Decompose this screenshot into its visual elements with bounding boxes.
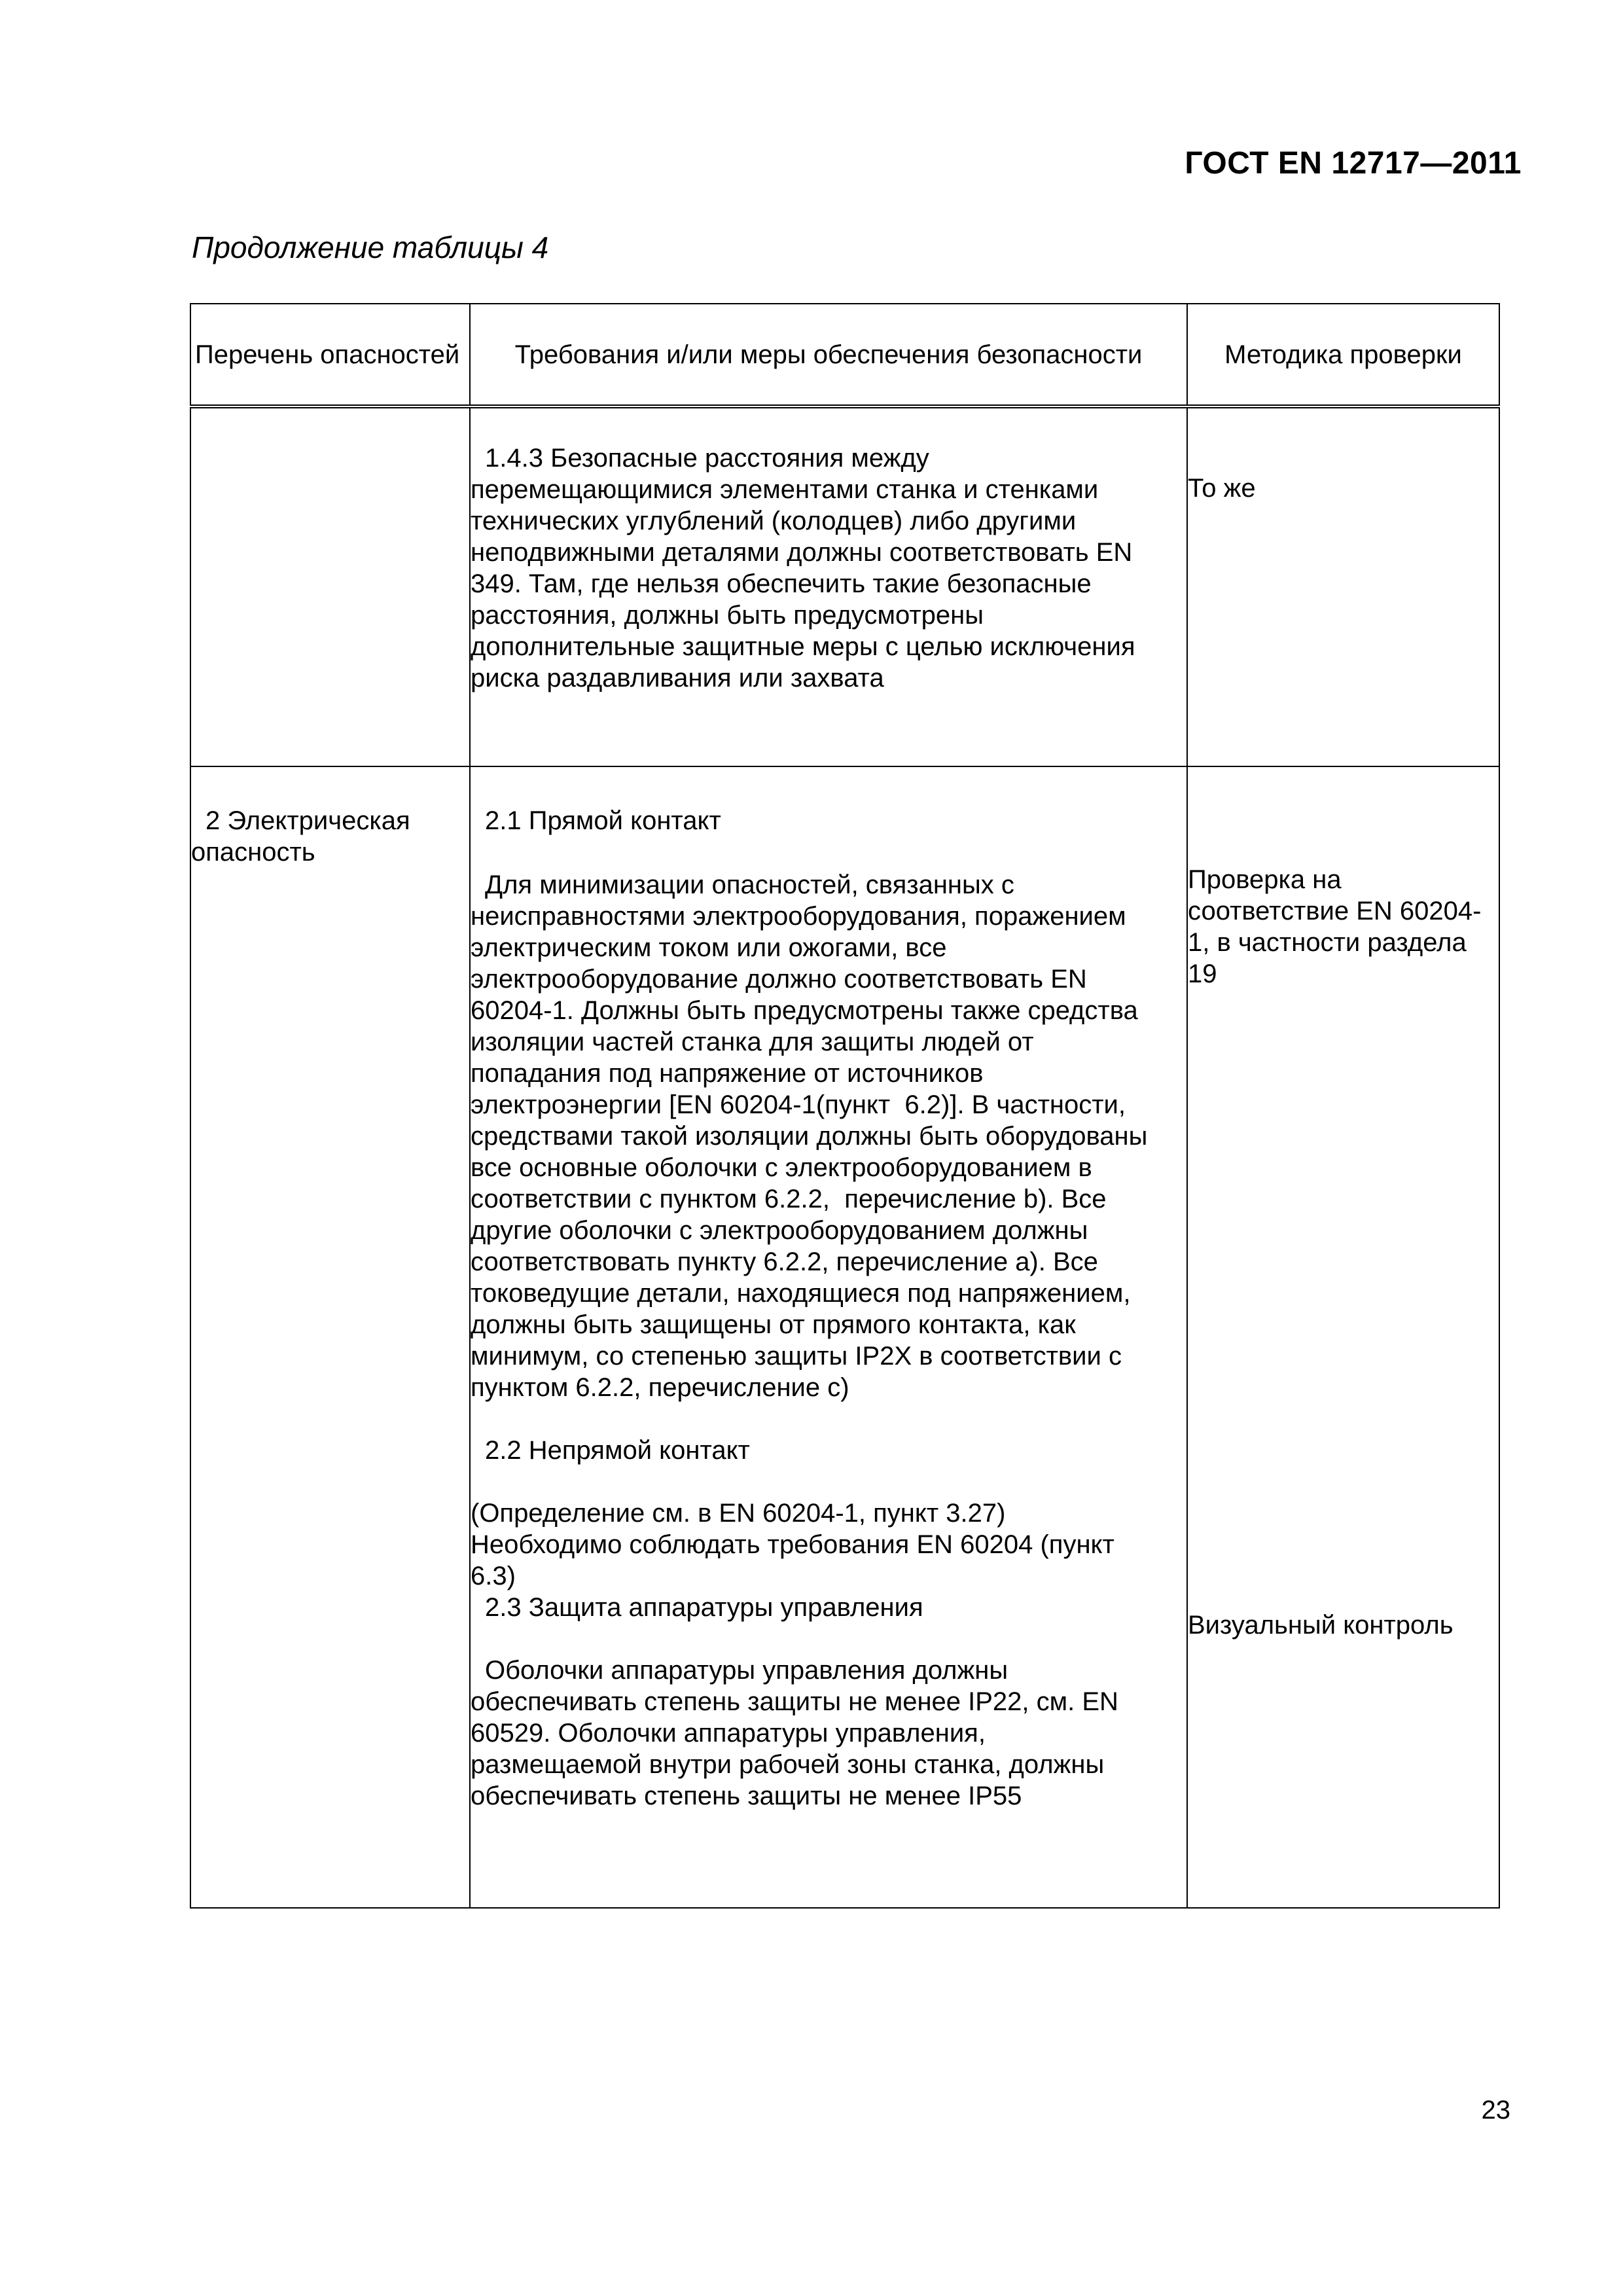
section-2-3-title: 2.3 Защита аппаратуры управления [485, 1593, 923, 1622]
section-2-1-text: Для минимизации опасностей, связанных с неисправностями электрооборудования, поражением электрическим током или ожогами, все электрооборудование должно соответствовать EN 60204-1. Должны быть предусмотрены также средства изоляции частей станка для защиты людей от попадания под напряжение от источников электроэнергии [EN 60204-1(пункт 6.2)]. В частности, средствами такой изоляции должны быть оборудованы все основные оболочки с электрооборудованием в соответствии с пунктом 6.2.2, перечисление b). Все другие оболочки с электрооборудованием должны соответствовать пункту 6.2.2, перечисление а). Все токоведущие детали, находящиеся под напряжением, должны быть защищены от прямого контакта, как минимум, со степенью защиты IP2X в соответствии с пунктом 6.2.2, перечисление с) [471, 870, 1148, 1402]
section-2-2-text: (Определение см. в EN 60204-1, пункт 3.27) Необходимо соблюдать требования EN 60204 (пункт 6.3) [471, 1499, 1115, 1590]
table-header [190, 304, 1499, 406]
hazard-cell [190, 406, 470, 766]
column-header-hazards: Перечень опасностей [190, 304, 470, 406]
verification-2-3-text: Визуальный контроль [1188, 1611, 1454, 1640]
table-row [190, 766, 1499, 1908]
page-number: 23 [1481, 2096, 1510, 2125]
section-2-3-text: Оболочки аппаратуры управления должны обеспечивать степень защиты не менее IP22, см. EN 60529. Оболочки аппаратуры управления, размещаемой внутри рабочей зоны станка, должны обеспечивать степень защиты не менее IP55 [471, 1656, 1118, 1810]
table-caption: Продолжение таблицы 4 [192, 230, 549, 264]
requirement-1-4-3-text: 1.4.3 Безопасные расстояния между перемещающимися элементами станка и стенками технических углублений (колодцев) либо другими неподвижными деталями должны соответствовать EN 349. Там, где нельзя обеспечить такие безопасные расстояния, должны быть предусмотрены дополнительные защитные меры с целью исключения риска раздавливания или захвата [471, 444, 1135, 692]
requirements-cell [470, 406, 1187, 766]
requirements-cell [470, 766, 1187, 1908]
verification-2-1-text: Проверка на соответствие EN 60204- 1, в частности раздела 19 [1188, 865, 1482, 988]
requirements-table [190, 303, 1500, 1909]
verification-text: То же [1188, 474, 1256, 503]
verification-cell [1187, 766, 1499, 1908]
hazard-electrical-text: 2 Электрическая опасность [191, 806, 410, 867]
section-2-1-title: 2.1 Прямой контакт [485, 806, 721, 835]
hazard-cell [190, 766, 470, 1908]
section-2-2-title: 2.2 Непрямой контакт [485, 1436, 750, 1465]
table-row [190, 406, 1499, 766]
document-code: ГОСТ EN 12717—2011 [1185, 146, 1522, 181]
column-header-verification: Методика проверки [1187, 304, 1499, 406]
column-header-requirements: Требования и/или меры обеспечения безопасности [470, 304, 1187, 406]
table-header-row [190, 304, 1499, 406]
verification-cell [1187, 406, 1499, 766]
